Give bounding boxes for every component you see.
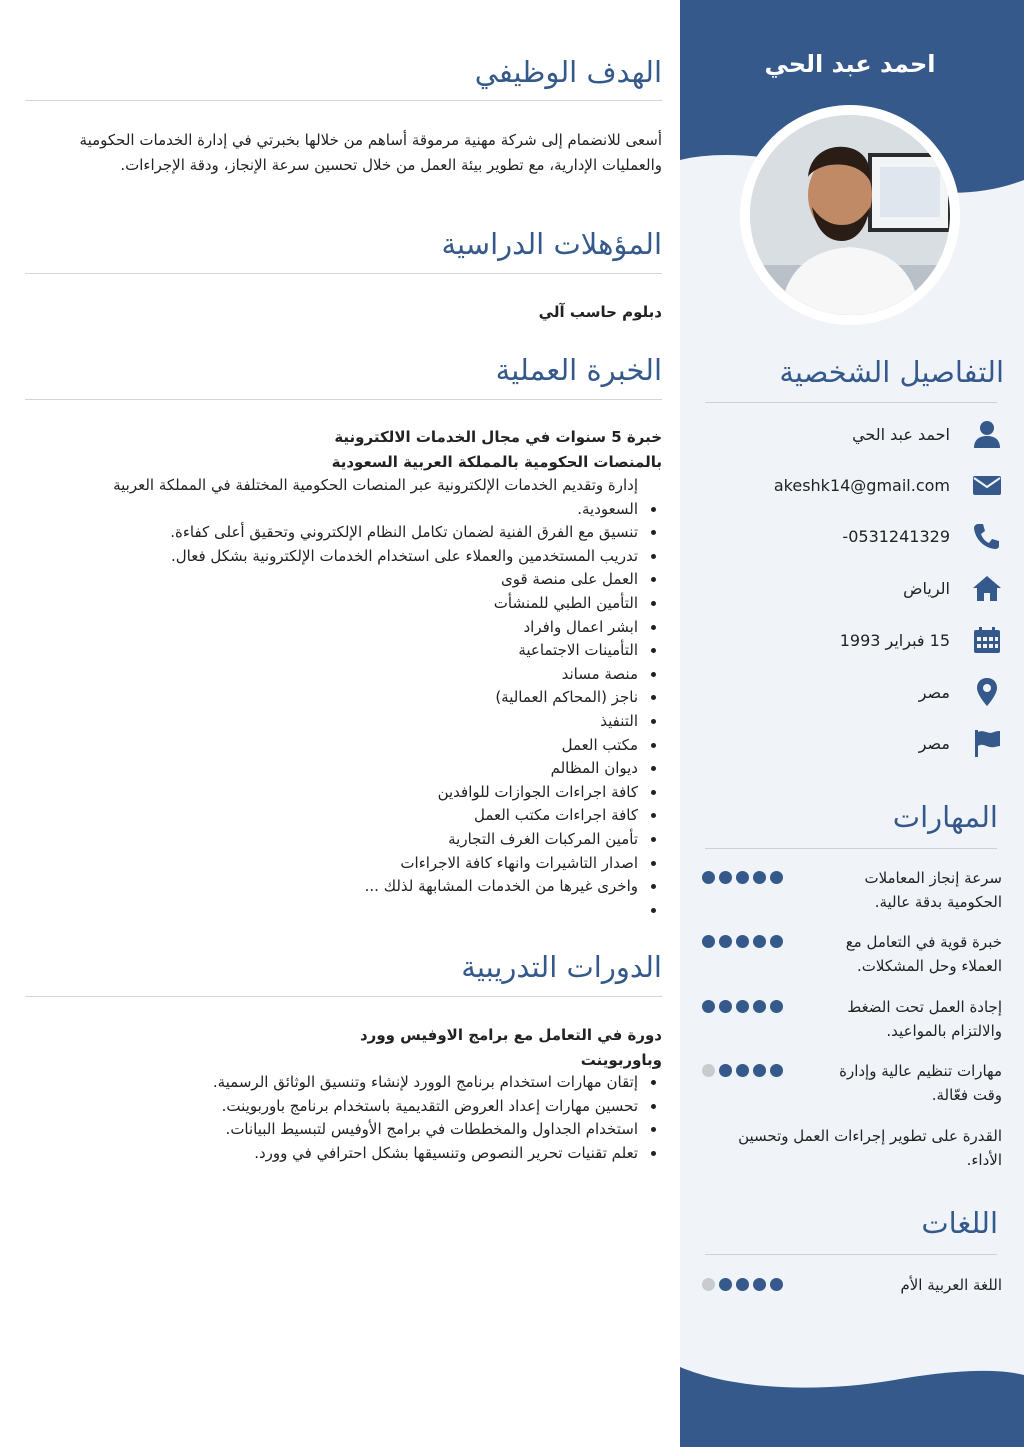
skill-rating: [702, 935, 783, 948]
objective-text: أسعى للانضمام إلى شركة مهنية مرموقة أساهم من خلالها بخبرتي في إدارة الخدمات الحكومية والعمليات الإدارية، مع تطوير بيئة العمل من خلال تحسين سرعة الإنجاز، ودقة الإجراءات.: [79, 131, 662, 174]
location-pin-icon: [972, 677, 1002, 707]
list-item: • تدريب المستخدمين والعملاء على استخدام الخدمات الإلكترونية بشكل فعال.: [25, 545, 640, 569]
skill-text: سرعة إنجاز المعاملات الحكومية بدقة عالية.: [864, 869, 1002, 911]
sidebar: [680, 0, 1024, 1447]
training-heading: الدورات التدريبية: [461, 950, 662, 984]
list-item: • تأمين المركبات الغرف التجارية: [25, 828, 640, 852]
detail-city-text: الرياض: [903, 578, 950, 598]
detail-email: [702, 465, 1002, 505]
flag-icon: [972, 728, 1002, 758]
experience-list: [25, 474, 662, 922]
list-item: • ابشر اعمال وافراد: [25, 616, 640, 640]
list-item: • إدارة وتقديم الخدمات الإلكترونية عبر المنصات الحكومية المختلفة في المملكة العربية السعودية.: [25, 474, 640, 521]
skill-text: خبرة قوية في التعامل مع العملاء وحل المشكلات.: [845, 933, 1002, 975]
skill-text: القدرة على تطوير إجراءات العمل وتحسين الأداء.: [738, 1127, 1002, 1169]
list-item: • إتقان مهارات استخدام برنامج الوورد لإنشاء وتنسيق الوثائق الرسمية.: [25, 1071, 640, 1095]
detail-country-text: مصر: [918, 733, 950, 753]
detail-name: [702, 414, 1002, 454]
divider: [25, 996, 662, 997]
main-content: [25, 0, 662, 1447]
detail-phone-text: 0531241329-: [842, 526, 950, 546]
divider: [25, 399, 662, 400]
list-item: • استخدام الجداول والمخططات في برامج الأوفيس لتبسيط البيانات.: [25, 1118, 640, 1142]
education-item: دبلوم حاسب آلي: [538, 303, 662, 321]
list-item: • التأمين الطبي للمنشأت: [25, 592, 640, 616]
list-item: • ناجز (المحاكم العمالية): [25, 686, 640, 710]
divider: [705, 402, 997, 403]
list-item: • تنسيق مع الفرق الفنية لضمان تكامل النظام الإلكتروني وتحقيق أعلى كفاءة.: [25, 521, 640, 545]
divider: [705, 848, 997, 849]
detail-name-text: احمد عبد الحي: [852, 424, 950, 444]
skill-text: مهارات تنظيم عالية وإدارة وقت فعّالة.: [839, 1062, 1002, 1104]
detail-birthdate: [702, 620, 1002, 660]
language-rating: [702, 1278, 783, 1291]
detail-nationality-text: مصر: [918, 682, 950, 702]
skill-rating: [702, 871, 783, 884]
training-list: [25, 1071, 662, 1165]
home-icon: [972, 573, 1002, 603]
skills-heading: المهارات: [892, 800, 998, 834]
list-item: • اصدار التاشيرات وانهاء كافة الاجراءات: [25, 852, 640, 876]
list-item: • كافة اجراءات الجوازات للوافدين: [25, 781, 640, 805]
detail-nationality: [702, 672, 1002, 712]
experience-title: خبرة 5 سنوات في مجال الخدمات الالكترونية بالمنصات الحكومية بالمملكة العربية السعودية: [331, 428, 662, 471]
envelope-icon: [972, 470, 1002, 500]
list-item: • واخرى غيرها من الخدمات المشابهة لذلك ...: [25, 875, 640, 899]
list-item: • التنفيذ: [25, 710, 640, 734]
list-item: • تعلم تقنيات تحرير النصوص وتنسيقها بشكل احترافي في وورد.: [25, 1142, 640, 1166]
detail-city: [702, 568, 1002, 608]
profile-name: احمد عبد الحي: [764, 50, 936, 78]
phone-icon: [972, 521, 1002, 551]
person-icon: [972, 419, 1002, 449]
divider: [25, 273, 662, 274]
detail-email-text: akeshk14@gmail.com: [773, 475, 950, 495]
skill-rating: [702, 1000, 783, 1013]
list-item: [25, 899, 640, 923]
skill-rating: [702, 1064, 783, 1077]
detail-birthdate-text: 15 فبراير 1993: [839, 630, 950, 650]
personal-details-heading: التفاصيل الشخصية: [779, 355, 1004, 389]
divider: [25, 100, 662, 101]
skill-text: إجادة العمل تحت الضغط والالتزام بالمواعيد.: [847, 998, 1002, 1040]
divider: [705, 1254, 997, 1255]
list-item: • منصة مساند: [25, 663, 640, 687]
list-item: • العمل على منصة قوى: [25, 568, 640, 592]
objective-heading: الهدف الوظيفي: [474, 55, 662, 89]
profile-photo: [750, 115, 950, 315]
calendar-icon: [972, 625, 1002, 655]
detail-country: [702, 723, 1002, 763]
sidebar-footer-wave: [680, 1367, 1024, 1447]
language-text: اللغة العربية الأم: [900, 1276, 1002, 1294]
detail-phone: [702, 516, 1002, 556]
list-item: • ديوان المظالم: [25, 757, 640, 781]
list-item: • تحسين مهارات إعداد العروض التقديمية باستخدام برنامج باوربوينت.: [25, 1095, 640, 1119]
list-item: • كافة اجراءات مكتب العمل: [25, 804, 640, 828]
experience-heading: الخبرة العملية: [495, 353, 662, 387]
training-title: دورة في التعامل مع برامج الاوفيس وورد وباوربوينت: [359, 1026, 662, 1069]
education-heading: المؤهلات الدراسية: [441, 227, 662, 261]
list-item: • التأمينات الاجتماعية: [25, 639, 640, 663]
languages-heading: اللغات: [921, 1206, 998, 1240]
list-item: • مكتب العمل: [25, 734, 640, 758]
